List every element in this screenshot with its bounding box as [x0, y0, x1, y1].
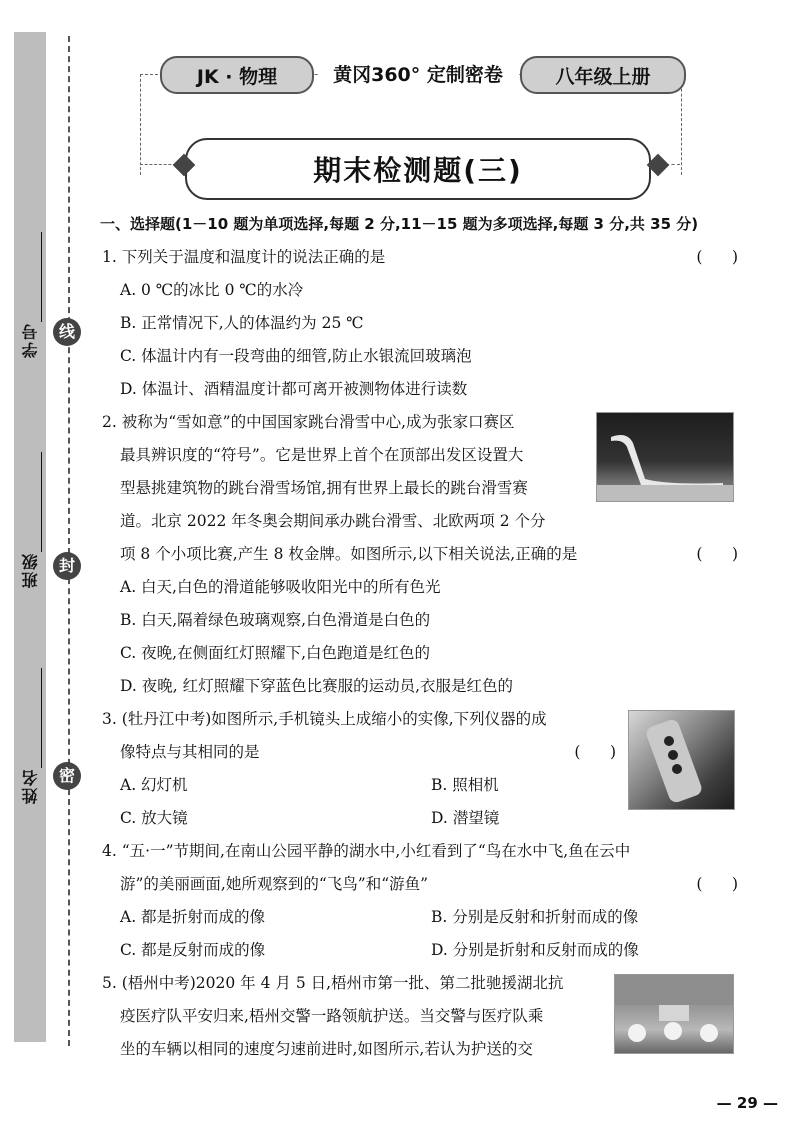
q3-stem-line2: 像特点与其相同的是 [120, 743, 260, 761]
police-escort-photo [614, 974, 734, 1054]
q2-stem-line1: 2. 被称为“雪如意”的中国国家跳台滑雪中心,成为张家口赛区 [102, 413, 515, 431]
grade-tag: 八年级上册 [520, 56, 686, 94]
q3-answer-blank: ( ) [574, 743, 616, 761]
section-title: 一、选择题(1－10 题为单项选择,每题 2 分,11－15 题为多项选择,每题 3 分,共 35 分) [100, 215, 699, 233]
subject-tag: JK · 物理 [160, 56, 314, 94]
q2-option-c: C. 夜晚,在侧面红灯照耀下,白色跑道是红色的 [120, 644, 431, 662]
ski-jump-photo [596, 412, 734, 502]
q4-option-c: C. 都是反射而成的像 [120, 941, 266, 959]
name-blank [41, 668, 42, 768]
q3-option-a: A. 幻灯机 [120, 776, 188, 794]
series-name: 黄冈360° 定制密卷 [318, 58, 518, 88]
q1-option-c: C. 体温计内有一段弯曲的细管,防止水银流回玻璃泡 [120, 347, 472, 365]
q2-option-a: A. 白天,白色的滑道能够吸收阳光中的所有色光 [120, 578, 441, 596]
q1-option-d: D. 体温计、酒精温度计都可离开被测物体进行读数 [120, 380, 468, 398]
class-blank [41, 452, 42, 552]
ski-jump-illustration [597, 413, 733, 501]
student-id-label: 学号 [20, 322, 40, 358]
title-box [185, 138, 651, 200]
question-4 [102, 835, 742, 967]
name-label: 姓名 [20, 768, 40, 804]
q4-option-d: D. 分别是折射和反射而成的像 [431, 941, 639, 959]
question-content [102, 208, 742, 1066]
phone-camera-illustration [629, 711, 734, 809]
q3-option-c: C. 放大镜 [120, 809, 188, 827]
seal-line-mark: 线 [53, 318, 81, 346]
q4-answer-blank: ( ) [696, 875, 738, 893]
student-id-field [14, 232, 46, 358]
q2-stem-line2: 最具辨识度的“符号”。它是世界上首个在顶部出发区设置大 [120, 446, 524, 464]
q3-stem-line1: 3. (牡丹江中考)如图所示,手机镜头上成缩小的实像,下列仪器的成 [102, 710, 547, 728]
q5-stem-line3: 坐的车辆以相同的速度匀速前进时,如图所示,若认为护送的交 [120, 1040, 533, 1058]
seal-seal-mark: 封 [53, 552, 81, 580]
q1-option-b: B. 正常情况下,人的体温约为 25 ℃ [120, 314, 364, 332]
question-1 [102, 241, 742, 406]
q2-stem-line3: 型悬挑建筑物的跳台滑雪场馆,拥有世界上最长的跳台滑雪赛 [120, 479, 528, 497]
q4-option-b: B. 分别是反射和折射而成的像 [431, 908, 639, 926]
q2-option-b: B. 白天,隔着绿色玻璃观察,白色滑道是白色的 [120, 611, 431, 629]
phone-camera-photo [628, 710, 735, 810]
q2-option-d: D. 夜晚, 红灯照耀下穿蓝色比赛服的运动员,衣服是红色的 [120, 677, 514, 695]
q2-answer-blank: ( ) [696, 545, 738, 563]
police-escort-illustration [615, 975, 733, 1053]
q4-stem-line1: 4. “五·一”节期间,在南山公园平静的湖水中,小红看到了“鸟在水中飞,鱼在云中 [102, 842, 631, 860]
class-field [14, 452, 46, 588]
q3-option-b: B. 照相机 [431, 776, 499, 794]
q3-option-d: D. 潜望镜 [431, 809, 500, 827]
cut-line [68, 36, 70, 1046]
q2-stem-line4: 道。北京 2022 年冬奥会期间承办跳台滑雪、北欧两项 2 个分 [120, 512, 546, 530]
q4-stem-line2: 游”的美丽画面,她所观察到的“飞鸟”和“游鱼” [120, 875, 429, 893]
student-id-blank [41, 232, 42, 322]
q1-answer-blank: ( ) [696, 248, 738, 266]
q5-stem-line2: 疫医疗队平安归来,梧州交警一路领航护送。当交警与医疗队乘 [120, 1007, 544, 1025]
header-stub-left [140, 164, 176, 165]
q2-stem-line5: 项 8 个小项比赛,产生 8 枚金牌。如图所示,以下相关说法,正确的是 [120, 545, 578, 563]
class-label: 班级 [20, 552, 40, 588]
seal-secret-mark: 密 [53, 762, 81, 790]
page-title: 期末检测题(三) [313, 154, 523, 187]
q5-stem-line1: 5. (梧州中考)2020 年 4 月 5 日,梧州市第一批、第二批驰援湖北抗 [102, 974, 564, 992]
q4-option-a: A. 都是折射而成的像 [120, 908, 266, 926]
q1-option-a: A. 0 ℃的冰比 0 ℃的水冷 [120, 281, 304, 299]
q1-stem: 1. 下列关于温度和温度计的说法正确的是 [102, 248, 386, 266]
name-field [14, 668, 46, 804]
page-number: — 29 — [716, 1094, 778, 1112]
